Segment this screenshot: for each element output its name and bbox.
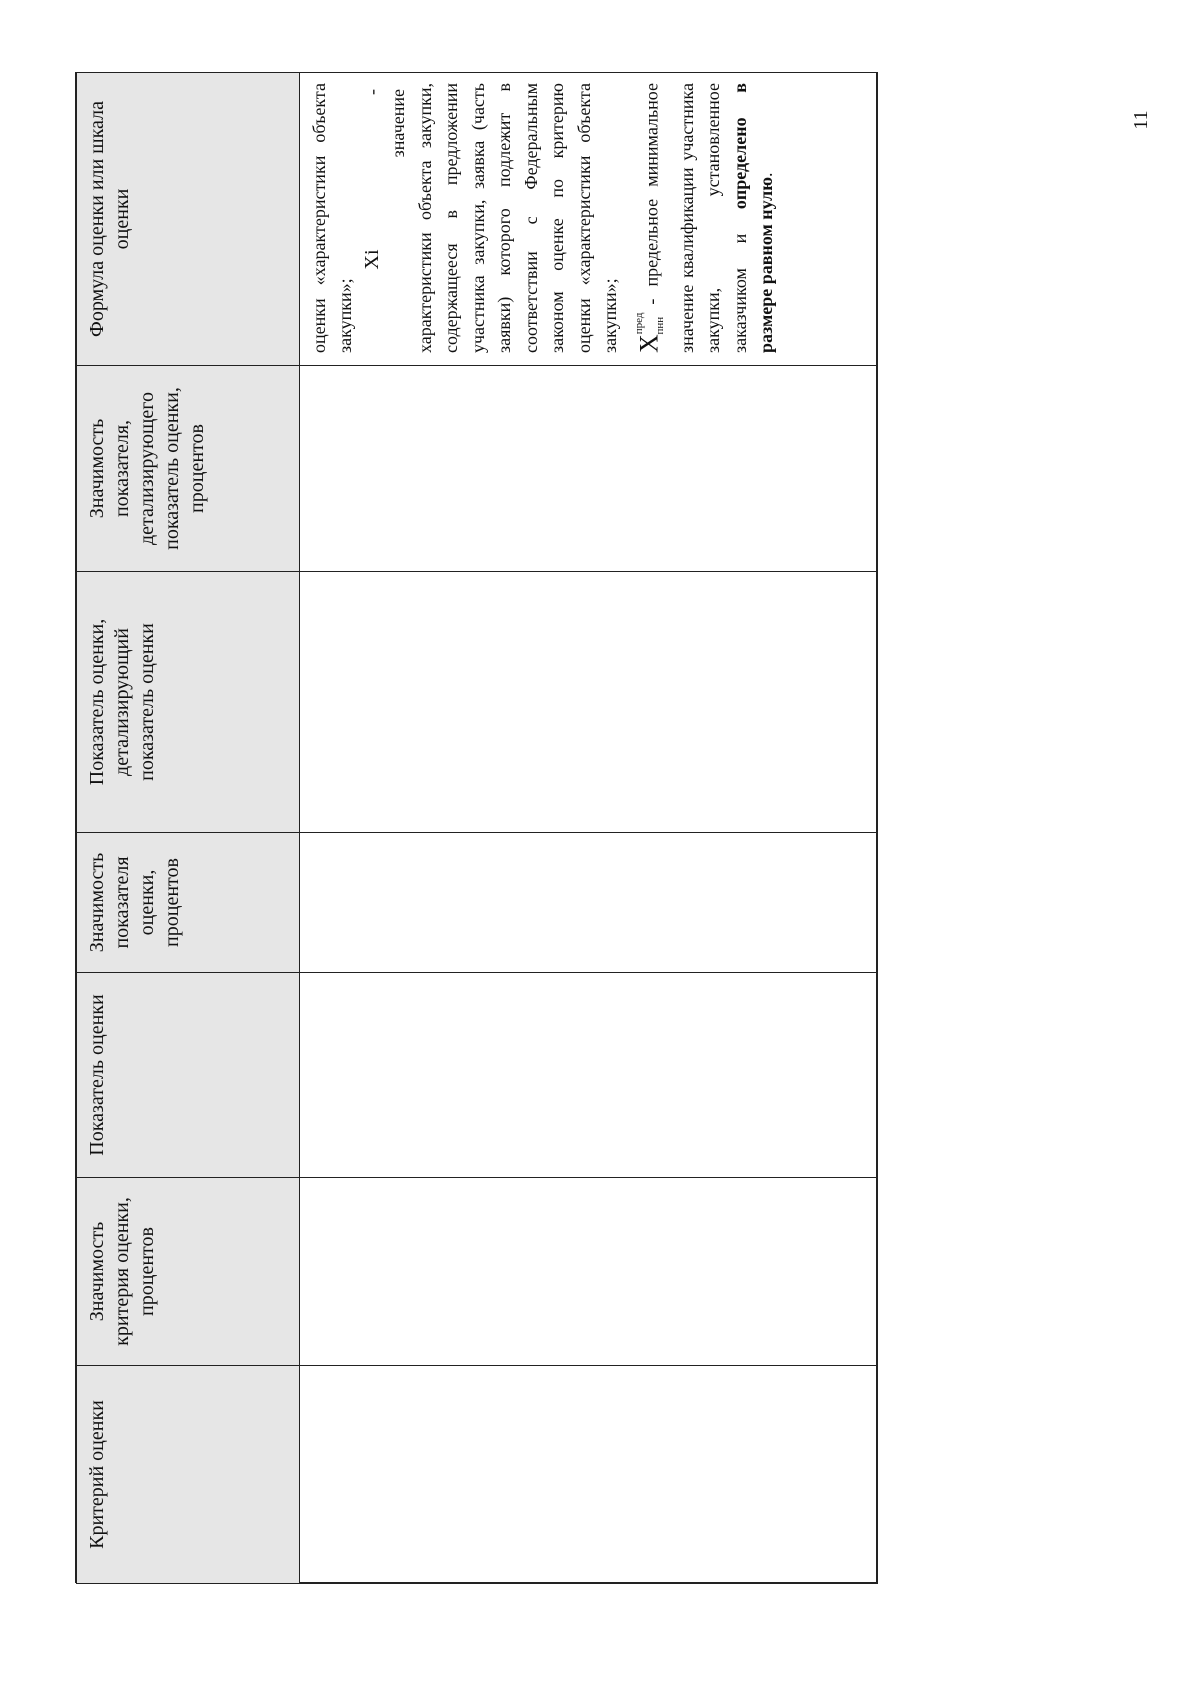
page-number: 11 [1130,110,1152,130]
header-detail-indicator: Показатель оценки, детализирующий показатель оценки [77,572,300,833]
xi-definition-text: характеристики объекта закупки, содержащееся в предложении участника закупки, заявка (часть заявки) которого подлежит в соответствии с Федеральным законом оценке по критерию оценки «характеристики объекта закупки»; [414,83,621,353]
header-criterion: Критерий оценки [77,1366,300,1584]
criteria-table-frame [75,72,877,1583]
xi-word: значение [388,89,409,158]
xi-definition-head [359,83,412,353]
header-indicator: Показатель оценки [77,973,300,1178]
header-detail-indicator-weight: Значимость показателя, детализирующего показатель оценки, процентов [77,366,300,572]
formula-line-1: оценки «характеристики объекта закупки»; [308,83,356,353]
cell-formula [299,73,877,366]
header-criterion-weight: Значимость критерия оценки, процентов [77,1178,300,1366]
xpred-end: . [756,172,777,177]
table-header-row [77,73,300,1584]
cell-indicator [299,973,877,1178]
cell-criterion [299,1366,877,1584]
header-formula: Формула оценки или шкала оценки [77,73,300,366]
xpred-sub: пнн [654,316,667,335]
header-indicator-weight: Значимость показателя оценки, процентов [77,833,300,973]
cell-criterion-weight [299,1178,877,1366]
xpred-bold: определено в размере равном нулю [729,83,777,353]
xi-dash: - [361,89,382,95]
cell-indicator-weight [299,833,877,973]
xpred-symbol [632,312,674,353]
rotated-table-container [76,73,878,1584]
xpred-definition [624,83,780,353]
xpred-sup: пред [632,312,645,335]
xpred-text: - предельное минимальное значение квалификации участника закупки, установленное заказчиком и [641,83,750,353]
criteria-table [76,72,878,1584]
table-row [299,73,877,1584]
cell-detail-indicator [299,572,877,833]
xpred-base: X [634,334,664,353]
cell-detail-indicator-weight [299,366,877,572]
xi-symbol: Xi [360,249,383,270]
